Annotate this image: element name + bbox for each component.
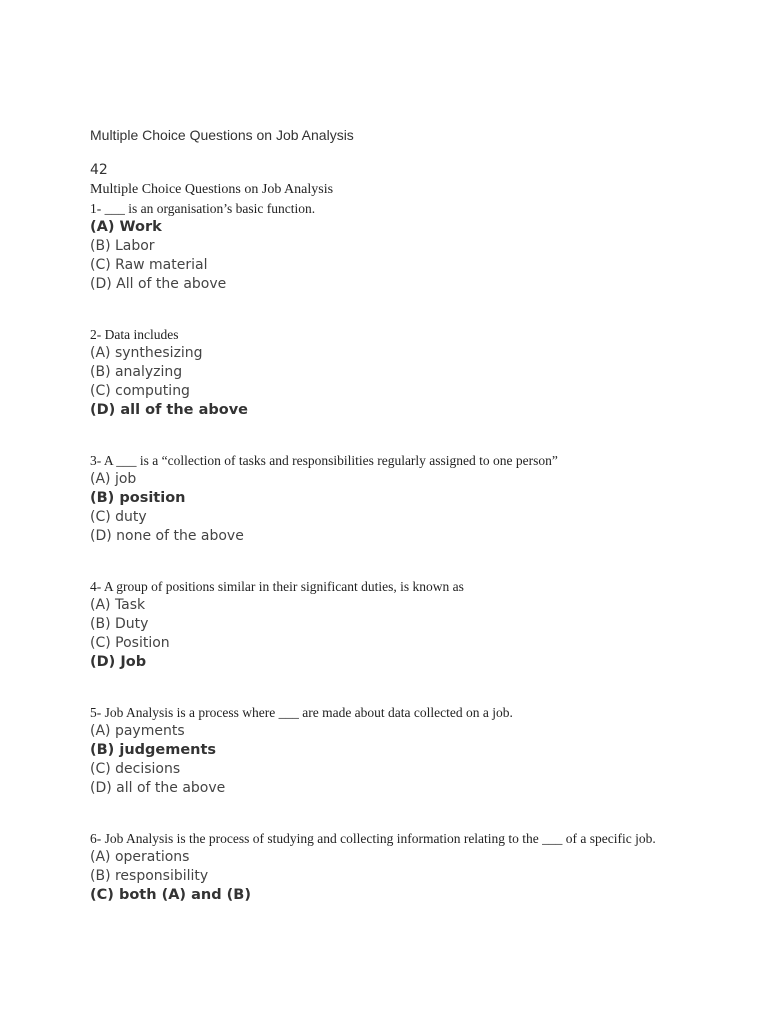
question-spacer: [90, 798, 710, 829]
question-list: [90, 199, 710, 905]
question-spacer: [90, 294, 710, 325]
option-item: (A) job: [90, 471, 137, 487]
document-content: [90, 180, 710, 905]
question-text: 3- A ___ is a “collection of tasks and responsibilities regularly assigned to one person”: [90, 453, 558, 468]
option-item: (B) responsibility: [90, 868, 209, 884]
question-block: [90, 577, 710, 672]
option-item: (A) payments: [90, 723, 185, 739]
option-item: (C) duty: [90, 509, 147, 525]
answer-option: (A) Work: [90, 219, 162, 235]
option-item: (B) analyzing: [90, 364, 183, 380]
document-title: Multiple Choice Questions on Job Analysis: [90, 127, 354, 143]
answer-option: (B) position: [90, 490, 186, 506]
option-item: (C) decisions: [90, 761, 181, 777]
option-item: (D) none of the above: [90, 528, 244, 544]
document-subtitle: Multiple Choice Questions on Job Analysis: [90, 182, 334, 197]
option-list: [90, 470, 710, 546]
option-list: [90, 722, 710, 798]
option-item: (D) all of the above: [90, 780, 226, 796]
question-text: 4- A group of positions similar in their significant duties, is known as: [90, 579, 464, 594]
option-item: (A) synthesizing: [90, 345, 203, 361]
option-list: [90, 344, 710, 420]
option-item: (A) Task: [90, 597, 146, 613]
option-list: [90, 596, 710, 672]
option-item: (C) Position: [90, 635, 170, 651]
option-item: (C) Raw material: [90, 257, 208, 273]
question-spacer: [90, 420, 710, 451]
option-item: (B) Labor: [90, 238, 155, 254]
question-block: [90, 325, 710, 420]
answer-option: (B) judgements: [90, 742, 217, 758]
answer-option: (D) Job: [90, 654, 147, 670]
question-spacer: [90, 672, 710, 703]
question-block: [90, 199, 710, 294]
question-text: 5- Job Analysis is a process where ___ are made about data collected on a job.: [90, 705, 513, 720]
option-list: [90, 848, 710, 905]
question-block: [90, 451, 710, 546]
option-item: (D) All of the above: [90, 276, 227, 292]
answer-option: (C) both (A) and (B): [90, 887, 251, 903]
question-block: [90, 829, 710, 905]
question-text: 2- Data includes: [90, 327, 179, 342]
question-spacer: [90, 546, 710, 577]
question-block: [90, 703, 710, 798]
option-item: (C) computing: [90, 383, 190, 399]
answer-option: (D) all of the above: [90, 402, 248, 418]
option-item: (B) Duty: [90, 616, 149, 632]
option-item: (A) operations: [90, 849, 190, 865]
page-number: 42: [90, 162, 108, 178]
option-list: [90, 218, 710, 294]
question-text: 6- Job Analysis is the process of studying and collecting information relating to the ___ of a specific job.: [90, 831, 656, 846]
question-text: 1- ___ is an organisation’s basic function.: [90, 201, 316, 216]
